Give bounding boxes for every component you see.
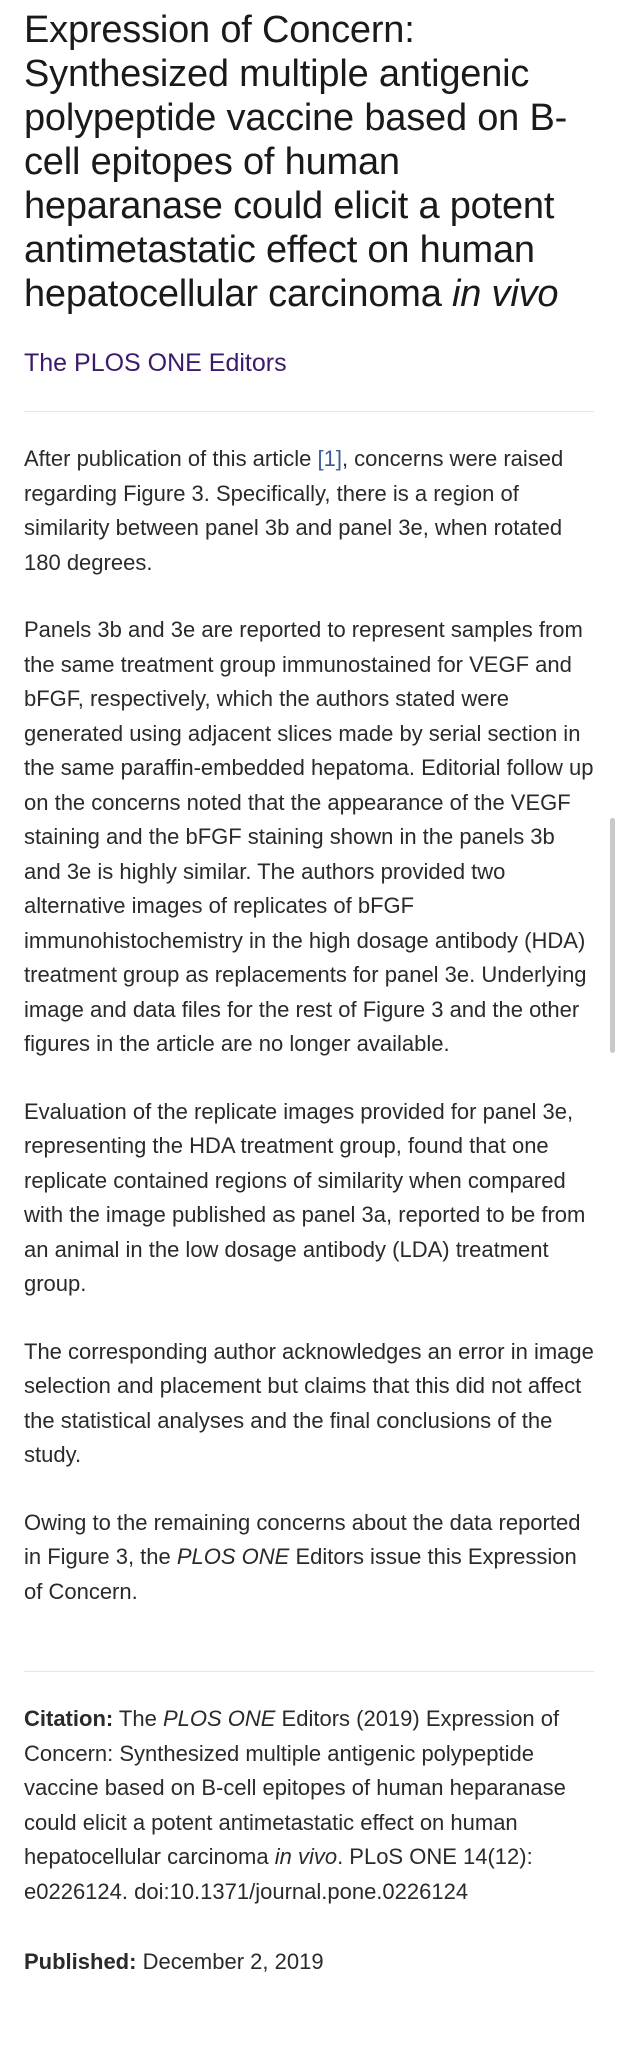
paragraph-1-text-a: After publication of this article — [24, 446, 318, 471]
paragraph-2: Panels 3b and 3e are reported to represent samples from the same treatment group immunostained for VEGF and bFGF, respectively, which the authors stated were generated using adjacent slices made by serial section in the same paraffin-embedded hepatoma. Editorial follow up on the concerns noted that the appearance of the VEGF staining and the bFGF staining shown in the panels 3b and 3e is highly similar. The authors provided two alternative images of replicates of bFGF immunohistochemistry in the high dosage antibody (HDA) treatment group as replacements for panel 3e. Underlying image and data files for the rest of Figure 3 and the other figures in the article are no longer available. — [24, 617, 594, 1056]
paragraph-5-text-b: Editors issue this Expression of Concern. — [24, 1544, 577, 1604]
citation-in-vivo: in vivo — [274, 1844, 338, 1869]
paragraph-4: The corresponding author acknowledges an error in image selection and placement but claims that this did not affect the statistical analyses and the final conclusions of the study. — [24, 1338, 594, 1467]
scrollbar-thumb[interactable] — [610, 818, 615, 1053]
article-page — [0, 8, 618, 1980]
published-line — [24, 1945, 594, 1980]
article-title-italic: in vivo — [452, 273, 559, 315]
published-date: December 2, 2019 — [136, 1949, 324, 1974]
reference-link-1[interactable]: [1] — [317, 446, 342, 471]
divider-top — [24, 411, 594, 412]
author-link[interactable]: The PLOS ONE Editors — [24, 349, 287, 377]
citation-label: Citation: — [24, 1706, 114, 1731]
article-body — [24, 442, 594, 1609]
paragraph-3: Evaluation of the replicate images provided for panel 3e, representing the HDA treatment group, found that one replicate contained regions of similarity when compared with the image published as panel 3a, reported to be from an animal in the low dosage antibody (LDA) treatment group. — [24, 1098, 586, 1296]
paragraph-1-text-b: , concerns were raised regarding Figure 3. Specifically, there is a region of similarity between panel 3b and panel 3e, when rotated 180 degrees. — [24, 446, 564, 575]
divider-bottom — [24, 1671, 594, 1672]
citation-text-b: Editors (2019) Expression of Concern: Synthesized multiple antigenic polypeptide vaccine based on B-cell epitopes of human heparanase could elicit a potent antimetastatic effect on human hepatocellular carcinoma — [24, 1706, 566, 1869]
citation-journal: PLOS ONE — [162, 1706, 276, 1731]
citation-block — [24, 1702, 594, 1909]
citation-text-c: . PLoS ONE 14(12): e0226124. doi:10.1371/journal.pone.0226124 — [24, 1844, 533, 1904]
article-title-text: Expression of Concern: Synthesized multiple antigenic polypeptide vaccine based on B-cell epitopes of human heparanase could elicit a potent antimetastatic effect on human hepatocellular carcinoma — [24, 9, 568, 315]
paragraph-5-journal: PLOS ONE — [176, 1544, 290, 1569]
published-label: Published: — [24, 1949, 137, 1974]
paragraph-5-text-a: Owing to the remaining concerns about the data reported in Figure 3, the — [24, 1509, 581, 1569]
citation-text-a: The — [113, 1706, 163, 1731]
paragraph-5 — [24, 1506, 594, 1610]
article-title — [24, 8, 594, 316]
paragraph-1 — [24, 442, 594, 580]
